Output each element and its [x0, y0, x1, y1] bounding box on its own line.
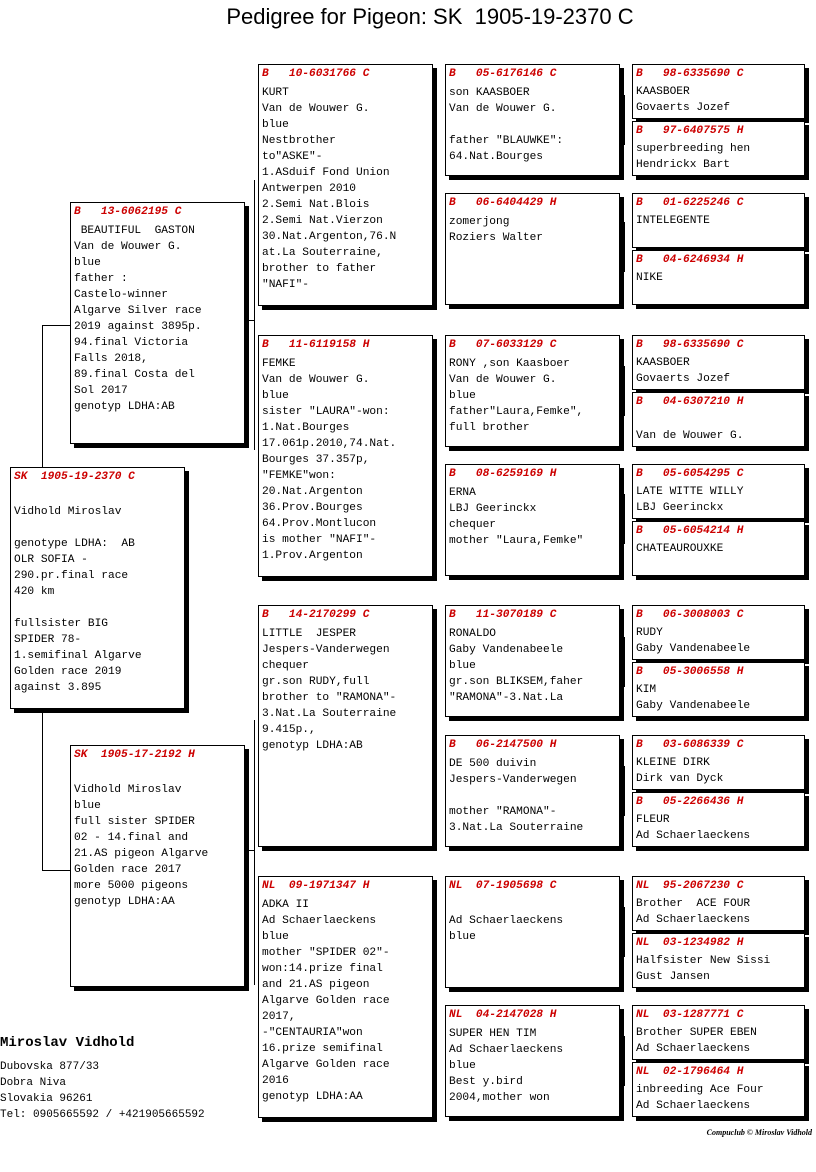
pigeon-details: Vidhold Miroslav genotype LDHA: AB OLR SOFIA - 290.pr.final race 420 km fullsister BIG SPIDER 78- 1.semifinal Algarve Golden race 2019 against 3.895 [14, 506, 142, 694]
ring-number: NL 04-2147028 H [449, 1009, 557, 1021]
great-great-grandparent-card[interactable] [632, 735, 805, 790]
pigeon-details: Brother SUPER EBEN Ad Schaerlaeckens [636, 1027, 757, 1055]
owner-name: Miroslav Vidhold [0, 1035, 135, 1051]
great-great-grandparent-card[interactable] [632, 64, 805, 119]
pigeon-details: KAASBOER Govaerts Jozef [636, 86, 730, 114]
connector-line [42, 325, 70, 326]
ring-number: B 01-6225246 C [636, 197, 744, 209]
ring-number: B 04-6307210 H [636, 396, 744, 408]
pigeon-details: DE 500 duivin Jespers-Vanderwegen mother "RAMONA"- 3.Nat.La Souterraine [449, 758, 584, 834]
page-title: Pedigree for Pigeon: SK 1905-19-2370 C [226, 4, 634, 29]
connector-line [624, 95, 625, 145]
subject-pigeon-card[interactable] [10, 467, 185, 709]
owner-address: Dubovska 877/33 Dobra Niva Slovakia 96261 Tel: 0905665592 / +421905665592 [0, 1061, 205, 1121]
ring-number: B 05-6176146 C [449, 68, 557, 80]
ring-number: B 06-6404429 H [449, 197, 557, 209]
ring-number: B 05-2266436 H [636, 796, 744, 808]
great-great-grandparent-card[interactable] [632, 392, 805, 447]
ring-number: SK 1905-19-2370 C [14, 471, 135, 483]
connector-line [42, 870, 70, 871]
pigeon-details: LATE WITTE WILLY LBJ Geerinckx [636, 486, 744, 514]
pigeon-details: Brother ACE FOUR Ad Schaerlaeckens [636, 898, 751, 926]
ring-number: B 10-6031766 C [262, 68, 370, 80]
connector-line [624, 1036, 625, 1086]
connector-line [624, 637, 625, 687]
great-great-grandparent-card[interactable] [632, 521, 805, 576]
ring-number: B 98-6335690 C [636, 68, 744, 80]
ring-number: NL 03-1234982 H [636, 937, 744, 949]
ring-number: B 05-6054295 C [636, 468, 744, 480]
pigeon-details: RONALDO Gaby Vandenabeele blue gr.son BLIKSEM,faher "RAMONA"-3.Nat.La [449, 628, 584, 704]
great-great-grandparent-card[interactable] [632, 1005, 805, 1060]
connector-line [254, 180, 255, 450]
connector-line [436, 120, 437, 245]
great-great-grandparent-card[interactable] [632, 662, 805, 717]
ring-number: B 03-6086339 C [636, 739, 744, 751]
connector-line [436, 930, 437, 1055]
ring-number: NL 02-1796464 H [636, 1066, 744, 1078]
ring-number: B 06-3008003 C [636, 609, 744, 621]
pigeon-details: RONY ,son Kaasboer Van de Wouwer G. blue father"Laura,Femke", full brother [449, 358, 584, 434]
great-grandparent-card[interactable] [445, 193, 620, 305]
pigeon-details: KIM Gaby Vandenabeele [636, 684, 751, 712]
connector-line [624, 766, 625, 816]
great-great-grandparent-card[interactable] [632, 121, 805, 176]
ring-number: B 11-6119158 H [262, 339, 370, 351]
great-grandparent-card[interactable] [445, 735, 620, 847]
great-great-grandparent-card[interactable] [632, 792, 805, 847]
mother-card[interactable] [70, 745, 245, 987]
ring-number: NL 07-1905698 C [449, 880, 557, 892]
great-grandparent-card[interactable] [445, 605, 620, 717]
great-great-grandparent-card[interactable] [632, 1062, 805, 1117]
ring-number: B 08-6259169 H [449, 468, 557, 480]
grandparent-card[interactable] [258, 605, 433, 847]
great-grandparent-card[interactable] [445, 64, 620, 176]
connector-line [624, 366, 625, 416]
great-great-grandparent-card[interactable] [632, 193, 805, 248]
ring-number: SK 1905-17-2192 H [74, 749, 195, 761]
pigeon-details: inbreeding Ace Four Ad Schaerlaeckens [636, 1084, 764, 1112]
ring-number: B 97-6407575 H [636, 125, 744, 137]
great-great-grandparent-card[interactable] [632, 250, 805, 305]
ring-number: B 05-6054214 H [636, 525, 744, 537]
connector-line [254, 720, 255, 985]
pigeon-details: INTELEGENTE [636, 215, 710, 227]
pigeon-details: KAASBOER Govaerts Jozef [636, 357, 730, 385]
pigeon-details: ERNA LBJ Geerinckx chequer mother "Laura,Femke" [449, 487, 584, 547]
great-grandparent-card[interactable] [445, 1005, 620, 1117]
pigeon-details: zomerjong Roziers Walter [449, 216, 543, 244]
connector-line [436, 660, 437, 790]
pigeon-details: Vidhold Miroslav blue full sister SPIDER 02 - 14.final and 21.AS pigeon Algarve Golden race 2017 more 5000 pigeons genotyp LDHA:AA [74, 784, 209, 908]
pigeon-details: NIKE [636, 272, 663, 284]
connector-line [42, 710, 43, 870]
pigeon-details: FLEUR Ad Schaerlaeckens [636, 814, 751, 842]
credit-footer: Compuclub © Miroslav Vidhold [706, 1128, 812, 1137]
great-great-grandparent-card[interactable] [632, 335, 805, 390]
pigeon-details: RUDY Gaby Vandenabeele [636, 627, 751, 655]
pigeon-details: superbreeding hen Hendrickx Bart [636, 143, 751, 171]
great-grandparent-card[interactable] [445, 464, 620, 576]
connector-line [42, 325, 43, 470]
connector-line [248, 320, 254, 321]
pigeon-details: KLEINE DIRK Dirk van Dyck [636, 757, 724, 785]
ring-number: B 13-6062195 C [74, 206, 182, 218]
pigeon-details: Halfsister New Sissi Gust Jansen [636, 955, 771, 983]
ring-number: B 06-2147500 H [449, 739, 557, 751]
grandparent-card[interactable] [258, 64, 433, 306]
pigeon-details: Van de Wouwer G. [636, 430, 744, 442]
ring-number: B 05-3006558 H [636, 666, 744, 678]
ring-number: B 04-6246934 H [636, 254, 744, 266]
grandparent-card[interactable] [258, 335, 433, 577]
pigeon-details: son KAASBOER Van de Wouwer G. father "BLAUWKE": 64.Nat.Bourges [449, 87, 564, 163]
great-great-grandparent-card[interactable] [632, 605, 805, 660]
pigeon-details: CHATEAUROUXKE [636, 543, 724, 555]
connector-line [248, 850, 254, 851]
pigeon-details: SUPER HEN TIM Ad Schaerlaeckens blue Best y.bird 2004,mother won [449, 1028, 564, 1104]
ring-number: NL 03-1287771 C [636, 1009, 744, 1021]
ring-number: B 98-6335690 C [636, 339, 744, 351]
pigeon-details: LITTLE JESPER Jespers-Vanderwegen chequer gr.son RUDY,full brother to "RAMONA"- 3.Nat.La Souterraine 9.415p., genotyp LDHA:AB [262, 628, 397, 752]
great-great-grandparent-card[interactable] [632, 464, 805, 519]
great-grandparent-card[interactable] [445, 876, 620, 988]
grandparent-card[interactable] [258, 876, 433, 1118]
ring-number: NL 09-1971347 H [262, 880, 370, 892]
pigeon-details: FEMKE Van de Wouwer G. blue sister "LAURA"-won: 1.Nat.Bourges 17.061p.2010,74.Nat. Bourges 37.357p, "FEMKE"won: 20.Nat.Argenton 36.Prov.Bourges 64.Prov.Montlucon is mother "NAFI"- 1.Prov.Argenton [262, 358, 397, 562]
ring-number: NL 95-2067230 C [636, 880, 744, 892]
pigeon-details: BEAUTIFUL GASTON Van de Wouwer G. blue father : Castelo-winner Algarve Silver race 2019 against 3895p. 94.final Victoria Falls 2018, 89.final Costa del Sol 2017 genotyp LDHA:AB [74, 225, 202, 413]
ring-number: B 07-6033129 C [449, 339, 557, 351]
pigeon-details: KURT Van de Wouwer G. blue Nestbrother to"ASKE"- 1.ASduif Fond Union Antwerpen 2010 2.Semi Nat.Blois 2.Semi Nat.Vierzon 30.Nat.Argenton,76.N at.La Souterraine, brother to father "NAFI"- [262, 87, 397, 291]
great-grandparent-card[interactable] [445, 335, 620, 447]
ring-number: B 14-2170299 C [262, 609, 370, 621]
connector-line [624, 494, 625, 544]
ring-number: B 11-3070189 C [449, 609, 557, 621]
great-great-grandparent-card[interactable] [632, 876, 805, 931]
connector-line [624, 907, 625, 957]
pigeon-details: Ad Schaerlaeckens blue [449, 915, 564, 943]
connector-line [624, 222, 625, 272]
connector-line [436, 400, 437, 520]
great-great-grandparent-card[interactable] [632, 933, 805, 988]
pigeon-details: ADKA II Ad Schaerlaeckens blue mother "SPIDER 02"- won:14.prize final and 21.AS pigeon Algarve Golden race 2017, -"CENTAURIA"won 16.prize semifinal Algarve Golden race 2016 genotyp LDHA:AA [262, 899, 390, 1103]
father-card[interactable] [70, 202, 245, 444]
